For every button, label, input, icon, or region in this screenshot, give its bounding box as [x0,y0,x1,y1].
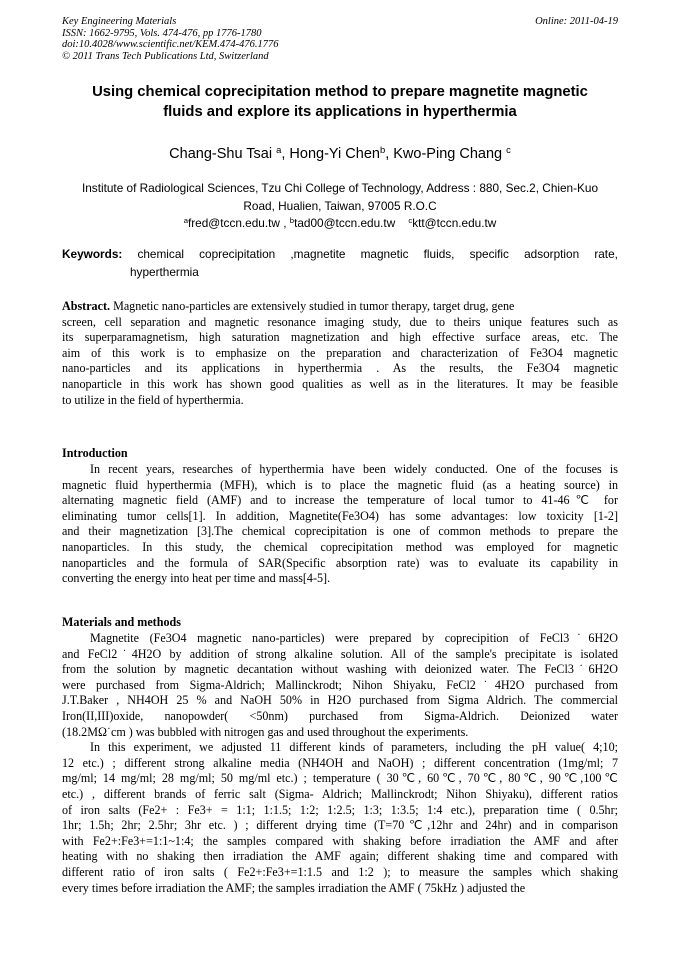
abstract-line: screen, cell separation and magnetic resonance imaging study, due to theirs unique features such as [62,314,618,329]
methods-line: mg/ml; 14 mg/ml; 28 mg/ml; 50 mg/ml etc.) ; temperature ( 30℃, 60℃, 70℃, 80℃, 90℃,100℃ [62,771,618,786]
abstract-label: Abstract. [62,299,111,313]
methods-line: 1hr; 1.5h; 2hr; 2.5hr; 3hr etc. ) ; different drying time (T=70℃,12hr and 24hr) and in comparison [62,818,618,833]
keyword-word: specific [469,247,509,261]
journal-copyright: © 2011 Trans Tech Publications Ltd, Switzerland [62,50,269,62]
affiliation [62,180,618,233]
paper-title [62,82,618,122]
author-3-sup: c [506,143,511,155]
methods-line: Magnetite (Fe3O4 magnetic nano-particles) were prepared by coprecipition of FeCl3˙6H2O [90,631,618,645]
author-separator: , [281,146,290,162]
keywords-section [62,246,618,281]
author-list [62,144,618,164]
keyword-word: adsorption [524,247,580,261]
introduction-heading: Introduction [62,446,128,460]
methods-body [62,631,618,896]
keywords-line-2: hyperthermia [130,264,199,279]
abstract-line [62,299,618,315]
intro-line: and their magnetization [3].The chemical coprecipitation is one of common methods to prepare the [62,524,618,539]
methods-line: from the solution by magnetic decantation without washing with deionized water. The FeCl3˙6H2O [62,662,618,677]
online-date: Online: 2011-04-19 [535,16,618,27]
email-b-sup: b [289,215,295,225]
methods-line: (18.2MΩ˙cm ) was bubbled with nitrogen gas and used throughout the experiments. [62,724,469,739]
email-separator: , [279,216,290,230]
keyword-word: fluids, [423,247,455,261]
affiliation-line-2: Road, Hualien, Taiwan, 97005 R.O.C [243,198,437,213]
journal-doi: doi:10.4028/www.scientific.net/KEM.474-476.1776 [62,39,279,51]
intro-line: nanoparticles. In this study, the chemical coprecipitation method was employed for magnetic [62,539,618,554]
journal-name: Key Engineering Materials [62,16,177,27]
intro-line: magnetic fluid hyperthermia (MFH), which is to place the magnetic fluid (as a heating source) in [62,477,618,492]
intro-line: converting the energy into heat per time and mass[4-5]. [62,571,331,586]
keyword-word: coprecipitation [199,247,276,261]
author-3: Kwo-Ping Chang [393,146,503,162]
author-1-sup: a [276,143,282,155]
introduction-body [62,462,618,587]
abstract-line: nanoparticle in this work has shown good qualities as well as in the literatures. It may be feasible [62,376,618,391]
abstract-line: nano-particles and its applications in hyperthermia . As the results, the Fe3O4 magnetic [62,361,618,376]
keyword-word: rate, [594,247,618,261]
email-link-a[interactable]: fred@tccn.edu.tw [187,216,280,230]
email-a-sup: a [183,215,188,225]
affiliation-line-1: Institute of Radiological Sciences, Tzu Chi College of Technology, Address : 880, Sec.2, Chien-Kuo [81,181,599,195]
author-separator: , [385,146,394,162]
keyword-word: chemical [137,247,185,261]
intro-line: nanoparticles and the formula of SAR(Specific absorption rate) was to evaluate its capability in [62,555,618,570]
abstract-section [62,299,618,408]
journal-issn: ISSN: 1662-9795, Vols. 474-476, pp 1776-1780 [62,27,262,39]
intro-line: eliminating tumor cells[1]. In addition, Magnetite(Fe3O4) has some advantages: low toxicity [1-2] [62,508,618,523]
methods-line: J.T.Baker , NH4OH 25 % and NaOH 50% in H2O purchased from Sigma Aldrich. The commercial [62,693,618,708]
keywords-line-1 [62,246,618,264]
author-2-sup: b [379,143,386,155]
methods-line: different ratio of iron salts ( Fe2+:Fe3+=1:1.5 and 1:2 ); to measure the samples which shaking [62,864,618,879]
methods-line: and FeCl2˙4H2O by addition of strong alkaline solution. All of the sample's precipitate is isolated [62,646,618,661]
methods-line: etc.) , different brands of ferric salt (Sigma- Aldrich; Mallinckrodt; Nihon Shiyaku), different ratios [62,786,618,801]
title-line-1: Using chemical coprecipitation method to prepare magnetite magnetic [92,84,588,100]
title-line-2: fluids and explore its applications in hyperthermia [163,104,517,120]
author-2: Hong-Yi Chen [289,146,380,162]
methods-line: 12 etc.) ; different strong alkaline media (NH4OH and NaOH) ; different concentration (1mg/ml; 7 [62,755,618,770]
methods-line: with Fe2+:Fe3+=1:1~1:4; the samples compared with shaking before irradiation the AMF and after [62,833,618,848]
methods-line: every times before irradiation the AMF; the samples irradiation the AMF ( 75kHz ) adjusted the [62,880,526,895]
keyword-word: magnetic [360,247,409,261]
methods-line: of iron salts (Fe2+ : Fe3+ = 1:1; 1:1.5; 1:2; 1:2.5; 1:3; 1:3.5; 1:4 etc.), preparation time ( 0.5hr; [62,802,618,817]
abstract-line: to utilize in the field of hyperthermia. [62,392,244,407]
keyword-word: ,magnetite [290,247,346,261]
abstract-line: its superparamagnetism, high saturation magnetization and high effective surface areas, etc. The [62,330,618,345]
methods-line: were purchased from Sigma-Aldrich; Mallinckrodt; Nihon Shiyaku, FeCl2˙4H2O purchased from [62,677,618,692]
intro-line: In recent years, researches of hyperthermia have been widely conducted. One of the focuses is [90,462,618,476]
keywords-label: Keywords: [62,247,123,261]
journal-header [62,16,618,62]
methods-heading: Materials and methods [62,615,181,629]
abstract-line-text: Magnetic nano-particles are extensively studied in tumor therapy, target drug, gene [113,299,515,313]
methods-line: Iron(II,III)oxide, nanopowder( <50nm) purchased from Sigma-Aldrich. Deionized water [62,708,618,723]
email-line [62,215,618,233]
methods-line: heating with no shaking then irradiation the AMF again; different shaking time and compared with [62,849,618,864]
abstract-line: aim of this work is to emphasize on the preparation and characterization of Fe3O4 magnetic [62,345,618,360]
email-link-c[interactable]: ktt@tccn.edu.tw [412,216,497,230]
author-1: Chang-Shu Tsai [169,146,273,162]
methods-line: In this experiment, we adjusted 11 different kinds of parameters, including the pH value( 4;10; [90,740,618,755]
intro-line: alternating magnetic field (AMF) and to increase the temperature of local tumor to 41-46℃ for [62,493,618,508]
email-link-b[interactable]: tad00@tccn.edu.tw [294,216,396,230]
email-c-sup: c [408,215,413,225]
